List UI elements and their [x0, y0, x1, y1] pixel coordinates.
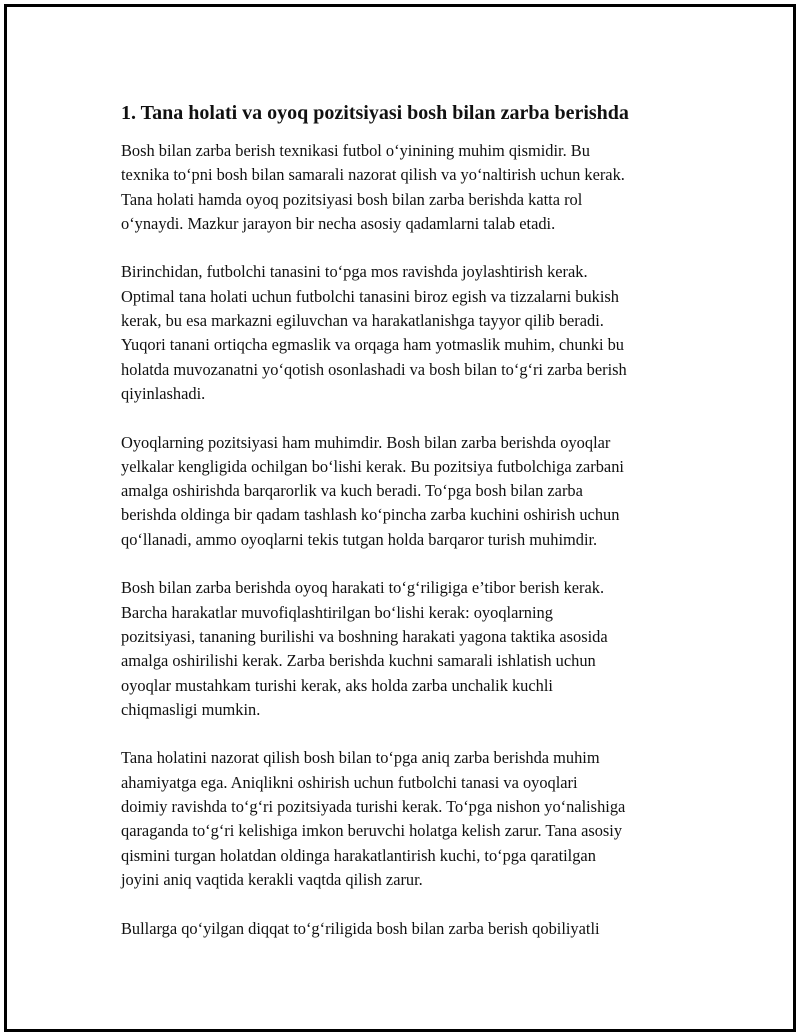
- paragraph-4: [121, 576, 701, 722]
- paragraph-line: Oyoqlarning pozitsiyasi ham muhimdir. Bosh bilan zarba berishda oyoqlar: [121, 432, 611, 452]
- paragraph-line: Bosh bilan zarba berishda oyoq harakati to‘g‘riligiga e’tibor berish kerak.: [121, 578, 605, 598]
- section-heading: 1. Tana holati va oyoq pozitsiyasi bosh bilan zarba berishda: [121, 102, 629, 124]
- page-frame: [4, 4, 796, 1032]
- paragraph-line: Bullarga qo‘yilgan diqqat to‘g‘riligida bosh bilan zarba berish qobiliyatli: [121, 918, 600, 938]
- paragraph-line: amalga oshirishda barqarorlik va kuch beradi. To‘pga bosh bilan zarba: [121, 481, 583, 501]
- paragraph-3: [121, 431, 701, 552]
- paragraph-line: holatda muvozanatni yo‘qotish osonlashadi va bosh bilan to‘g‘ri zarba berish: [121, 359, 627, 379]
- paragraph-line: chiqmasligi mumkin.: [121, 699, 261, 719]
- paragraph-line: Birinchidan, futbolchi tanasini to‘pga mos ravishda joylashtirish kerak.: [121, 262, 588, 282]
- paragraph-line: doimiy ravishda to‘g‘ri pozitsiyada turishi kerak. To‘pga nishon yo‘nalishiga: [121, 797, 626, 817]
- paragraph-line: Optimal tana holati uchun futbolchi tanasini biroz egish va tizzalarni bukish: [121, 286, 619, 306]
- paragraph-line: Tana holati hamda oyoq pozitsiyasi bosh bilan zarba berishda katta rol: [121, 189, 583, 209]
- paragraph-line: yelkalar kengligida ochilgan bo‘lishi kerak. Bu pozitsiya futbolchiga zarbani: [121, 456, 624, 476]
- paragraph-line: o‘ynaydi. Mazkur jarayon bir necha asosiy qadamlarni talab etadi.: [121, 213, 556, 233]
- paragraph-line: Tana holatini nazorat qilish bosh bilan to‘pga aniq zarba berishda muhim: [121, 748, 600, 768]
- paragraph-1: [121, 139, 701, 236]
- paragraph-line: ahamiyatga ega. Aniqlikni oshirish uchun futbolchi tanasi va oyoqlari: [121, 772, 578, 792]
- paragraph-line: qaraganda to‘g‘ri kelishiga imkon beruvchi holatga kelish zarur. Tana asosiy: [121, 821, 623, 841]
- paragraph-line: qiyinlashadi.: [121, 383, 206, 403]
- paragraph-line: qismini turgan holatdan oldinga harakatlantirish kuchi, to‘pga qaratilgan: [121, 845, 596, 865]
- paragraph-6: [121, 917, 701, 941]
- document-body: [121, 99, 701, 965]
- paragraph-2: [121, 260, 701, 406]
- paragraph-line: Yuqori tanani ortiqcha egmaslik va orqaga ham yotmaslik muhim, chunki bu: [121, 335, 624, 355]
- paragraph-line: oyoqlar mustahkam turishi kerak, aks holda zarba unchalik kuchli: [121, 675, 553, 695]
- paragraph-line: qo‘llanadi, ammo oyoqlarni tekis tutgan holda barqaror turish muhimdir.: [121, 529, 598, 549]
- paragraph-line: pozitsiyasi, tananing burilishi va boshning harakati yagona taktika asosida: [121, 626, 608, 646]
- paragraph-line: berishda oldinga bir qadam tashlash ko‘pincha zarba kuchini oshirish uchun: [121, 505, 620, 525]
- paragraph-line: joyini aniq vaqtida kerakli vaqtda qilish zarur.: [121, 869, 423, 889]
- paragraph-5: [121, 746, 701, 892]
- paragraph-line: Bosh bilan zarba berish texnikasi futbol o‘yinining muhim qismidir. Bu: [121, 141, 590, 160]
- paragraph-line: Barcha harakatlar muvofiqlashtirilgan bo‘lishi kerak: oyoqlarning: [121, 602, 553, 622]
- paragraph-line: texnika to‘pni bosh bilan samarali nazorat qilish va yo‘naltirish uchun kerak.: [121, 165, 625, 185]
- paragraph-line: kerak, bu esa markazni egiluvchan va harakatlanishga tayyor qilib beradi.: [121, 311, 604, 331]
- paragraph-line: amalga oshirilishi kerak. Zarba berishda kuchni samarali ishlatish uchun: [121, 651, 596, 671]
